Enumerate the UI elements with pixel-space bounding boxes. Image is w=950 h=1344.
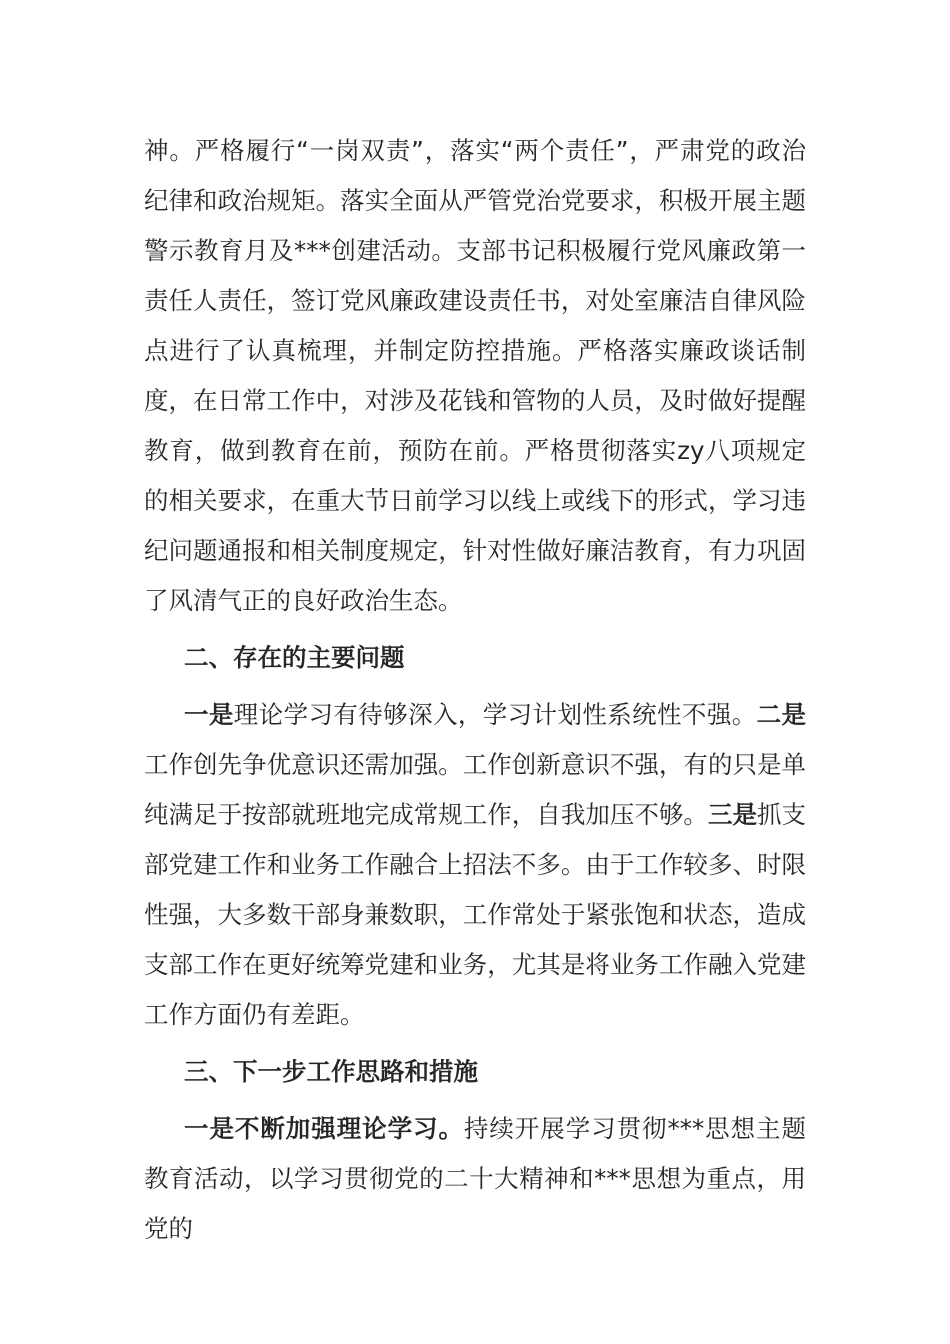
section-heading-next-steps: 三、下一步工作思路和措施 bbox=[184, 1057, 478, 1086]
problem-2-text: 工作创先争优意识还需加强。工作创新意识不强，有的只是单纯满足于按部就班地完成常规工作，自我加压不够。 bbox=[144, 750, 806, 829]
problem-1-text: 理论学习有待够深入，学习计划性系统性不强。 bbox=[233, 700, 757, 729]
paragraph-party-discipline: 神。严格履行“一岗双责”，落实“两个责任”，严肃党的政治纪律和政治规矩。落实全面从严管党治党要求，积极开展主题警示教育月及***创建活动。支部书记积极履行党风廉政第一责任人责任，签订党风廉政建设责任书，对处室廉洁自律风险点进行了认真梳理，并制定防控措施。严格落实廉政谈话制度，在日常工作中，对涉及花钱和管物的人员，及时做好提醒教育，做到教育在前，预防在前。严格贯彻落实zy八项规定的相关要求，在重大节日前学习以线上或线下的形式，学习违纪问题通报和相关制度规定，针对性做好廉洁教育，有力巩固了风清气正的良好政治生态。 bbox=[144, 136, 806, 615]
problem-3-lead: 三是 bbox=[707, 800, 757, 829]
measure-1-text: 持续开展学习贯彻***思想主题教育活动，以学习贯彻党的二十大精神和***思想为重点，用党的 bbox=[144, 1114, 807, 1243]
problem-3-text: 抓支部党建工作和业务工作融合上招法不多。由于工作较多、时限性强，大多数干部身兼数职，工作常处于紧张饱和状态，造成支部工作在更好统筹党建和业务，尤其是将业务工作融入党建工作方面仍有差距。 bbox=[144, 800, 807, 1029]
paragraph-next-steps bbox=[144, 1104, 806, 1254]
measure-1-lead: 一是不断加强理论学习。 bbox=[184, 1114, 464, 1143]
document-body bbox=[144, 126, 806, 1254]
problem-2-lead: 二是 bbox=[756, 700, 807, 729]
problem-1-lead: 一是 bbox=[184, 700, 234, 729]
section-heading-main-problems: 二、存在的主要问题 bbox=[184, 643, 405, 672]
paragraph-main-problems bbox=[144, 690, 806, 1040]
